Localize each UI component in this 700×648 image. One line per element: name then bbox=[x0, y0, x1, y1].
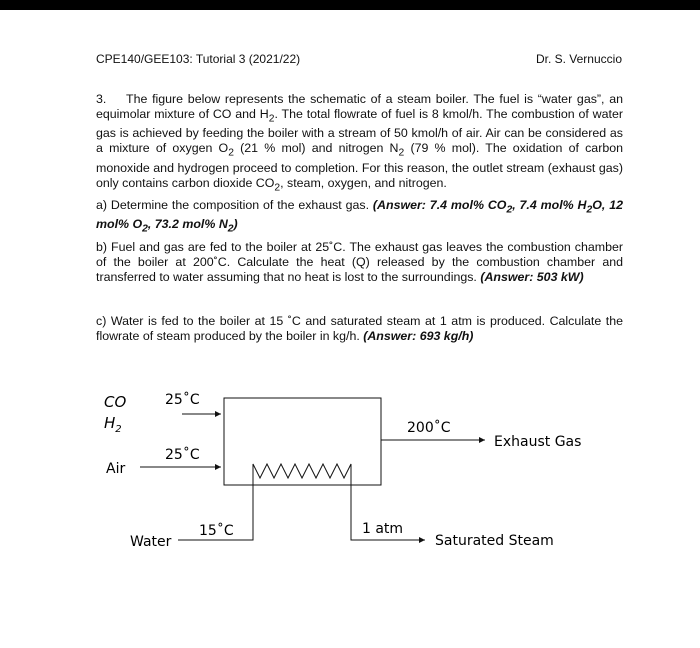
document-page bbox=[0, 10, 700, 648]
part-a-answer: (Answer: 7.4 mol% $CO_2$, 7.4 mol% $H_2O$, 12 mol% $O_2$, 73.2 mol% $N_2$) bbox=[96, 198, 623, 235]
steam-label: Saturated Steam bbox=[435, 533, 554, 549]
part-a: a) Determine the composition of the exhaust gas. (Answer: 7.4 mol% $CO_2$, 7.4 mol% $H_2O$, 12 mol% $O_2$, 73.2 mol% $N_2$) bbox=[96, 198, 623, 235]
air-label: Air bbox=[106, 461, 126, 477]
water-temperature: 15˚C bbox=[199, 523, 234, 539]
part-c: c) Water is fed to the boiler at 15 ˚C and saturated steam at 1 atm is produced. Calculate the flowrate of steam produced by the boiler in kg/h. (Answer: 693 kg/h) bbox=[96, 314, 623, 343]
co-label: CO bbox=[104, 393, 127, 411]
h2-label: $H_2$ bbox=[104, 414, 122, 435]
heating-coil bbox=[253, 464, 351, 485]
boiler-chamber bbox=[224, 398, 381, 485]
header-author: Dr. S. Vernuccio bbox=[535, 52, 622, 66]
part-b: b) Fuel and gas are fed to the boiler at 25˚C. The exhaust gas leaves the combustion chamber of the boiler at 200˚C. Calculate the heat (Q) released by the combustion chamber and transferred to water assuming that no heat is lost to the surroundings. (Answer: 503 kW) bbox=[96, 240, 623, 284]
steam-pressure: 1 atm bbox=[362, 521, 404, 537]
exhaust-label: Exhaust Gas bbox=[494, 434, 582, 450]
question-number: 3. bbox=[96, 92, 107, 106]
header-course: CPE140/GEE103: Tutorial 3 (2021/22) bbox=[96, 52, 301, 66]
boiler-schematic bbox=[0, 10, 700, 648]
exhaust-temperature: 200˚C bbox=[407, 420, 451, 436]
fuel-temperature: 25˚C bbox=[165, 392, 200, 408]
part-b-answer: (Answer: 503 kW) bbox=[480, 270, 584, 284]
air-temperature: 25˚C bbox=[165, 447, 200, 463]
part-c-answer: (Answer: 693 kg/h) bbox=[363, 329, 474, 343]
water-label: Water bbox=[130, 534, 172, 550]
question-text: 3. The figure below represents the schematic of a steam boiler. The fuel is “water gas”, an equimolar mixture of CO and $H_2$. The total flowrate of fuel is 8 kmol/h. The combustion of water gas is achieved by feeding the boiler with a stream of 50 kmol/h of air. Air can be considered as a mixture of oxygen $O_2$ (21 % mol) and nitrogen $N_2$ (79 % mol). The oxidation of carbon monoxide and hydrogen proceed to completion. For this reason, the outlet stream (exhaust gas) only contains carbon dioxide $CO_2$, steam, oxygen, and nitrogen. bbox=[96, 92, 623, 194]
